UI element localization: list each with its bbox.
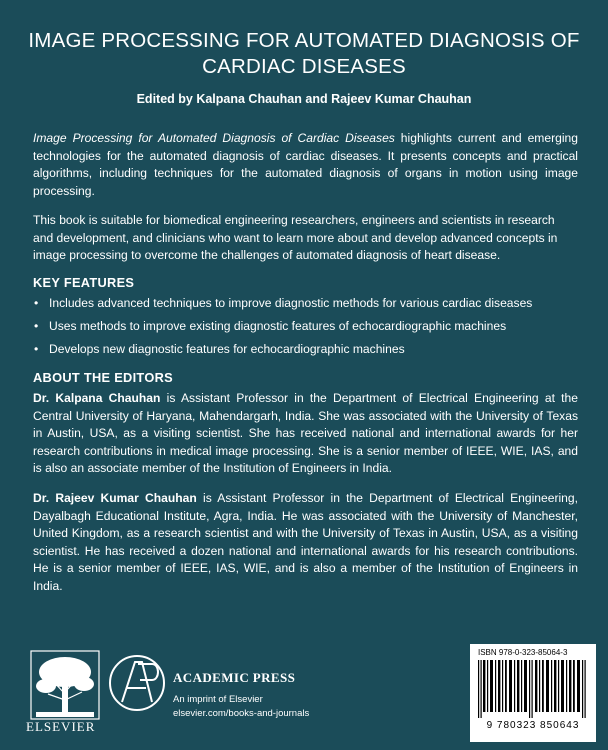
editor2-name: Dr. Rajeev Kumar Chauhan [33,491,197,505]
editor1-text: is Assistant Professor in the Department of Electrical Engineering at the Central University of Haryana, Mahendargarh, India. She was associated with the University of Texas in Austin, USA, as a visiting scientist. She has received national and international awards for her research contributions in medical image processing. She is a senior member of IEEE, WIE, IAS, and is also an associate member of the Institution of Engineers in India. [33,391,578,475]
bullet-icon: • [34,342,39,356]
bullet-icon: • [34,296,39,310]
editor2-bio [33,490,578,595]
list-item: • Includes advanced techniques to improve diagnostic methods for various cardiac diseases [33,295,578,313]
imprint-line: An imprint of Elsevier [173,694,263,705]
academic-press-logo [108,652,166,714]
list-item: • Uses methods to improve existing diagnostic features of echocardiographic machines [33,318,578,336]
editor1-bio [33,390,578,478]
editors-line: Edited by Kalpana Chauhan and Rajeev Kumar Chauhan [136,92,472,106]
intro-text: highlights current and emerging technologies for the automated diagnosis of cardiac diseases. It presents concepts and practical algorithms, including techniques for the automated diagnosis of organs in motion using image processing. [33,131,578,198]
academic-press-name: ACADEMIC PRESS [173,670,296,685]
key-features-heading: KEY FEATURES [33,275,135,290]
isbn-text: ISBN 978-0-323-85064-3 [478,648,568,657]
bullet-icon: • [34,319,39,333]
barcode-number: 9 780323 850643 [486,720,580,731]
elsevier-tree-logo [30,650,100,722]
elsevier-wordmark: ELSEVIER [26,719,96,734]
publisher-url: elsevier.com/books-and-journals [173,708,310,719]
barcode-icon [476,660,590,718]
editor2-text: is Assistant Professor in the Department of Electrical Engineering, Dayalbagh Educational Institute, Agra, India. He was associated with the University of Manchester, United Kingdom, as a research scientist and with the University of Texas in Austin, USA, as a visiting scientist. He has received a dozen national and international awards for his research contributions. He is a senior member of IEEE, IAS, WIE, and is also a member of the Institution of Engineers in India. [33,491,578,593]
about-editors-heading: ABOUT THE EDITORS [33,370,173,385]
list-item: • Develops new diagnostic features for echocardiographic machines [33,341,578,359]
intro-paragraph [33,130,578,200]
intro-book-title: Image Processing for Automated Diagnosis of Cardiac Diseases [33,131,395,145]
book-title: IMAGE PROCESSING FOR AUTOMATED DIAGNOSIS OF CARDIAC DISEASES [28,29,580,78]
audience-paragraph: This book is suitable for biomedical engineering researchers, engineers and scientists in research and development, and clinicians who want to learn more about and develop advanced concepts in image processing to overcome the challenges of automated diagnosis of heart disease. [33,213,558,262]
barcode-box [470,644,596,742]
editor1-name: Dr. Kalpana Chauhan [33,391,161,405]
key-features-list [33,295,578,364]
